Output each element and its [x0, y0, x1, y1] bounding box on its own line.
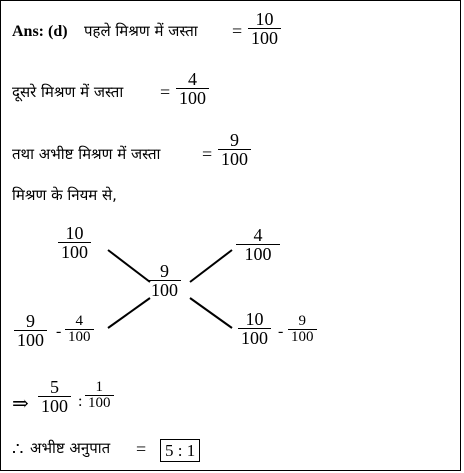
- line3-denominator: 100: [221, 149, 248, 169]
- numerator: 4: [253, 225, 263, 245]
- line1-equals: =: [232, 21, 243, 41]
- denominator: 100: [88, 395, 111, 411]
- diagram-bottom-left-fraction-b: [65, 314, 94, 345]
- minus-sign: -: [278, 323, 284, 340]
- line1-text: पहले मिश्रण में जस्ता: [84, 22, 198, 40]
- diagram-center-fraction: [148, 262, 181, 299]
- denominator: 100: [291, 329, 314, 345]
- line1-numerator: 10: [255, 9, 274, 29]
- denominator: 100: [241, 328, 268, 348]
- line3-equals: =: [202, 144, 213, 164]
- answer-box: 5 : 1: [160, 439, 200, 462]
- line2-text: दूसरे मिश्रण में जस्ता: [12, 83, 124, 101]
- diagram-bottom-right-fraction-a: [238, 310, 271, 347]
- implies-arrow: ⇒: [12, 393, 29, 415]
- numerator: 5: [50, 377, 59, 397]
- denominator: 100: [17, 330, 44, 350]
- answer-label: Ans: (d): [12, 23, 68, 40]
- denominator: 100: [244, 244, 272, 264]
- cross-line-bottom-left: [108, 298, 150, 328]
- denominator: 100: [61, 242, 88, 262]
- line2-equals: =: [160, 82, 171, 102]
- denominator: 100: [41, 396, 68, 416]
- cross-line-top-right: [190, 250, 232, 282]
- numerator: 9: [160, 261, 169, 281]
- numerator: 9: [298, 313, 306, 329]
- ratio-colon: :: [78, 393, 83, 410]
- numerator: 4: [75, 313, 83, 329]
- diagram-bottom-left-fraction-a: [14, 312, 47, 349]
- cross-line-top-left: [108, 250, 150, 282]
- final-equals: =: [136, 439, 147, 459]
- minus-sign: -: [56, 323, 62, 340]
- line1-denominator: 100: [251, 28, 278, 48]
- required-ratio-text: अभीष्ट अनुपात: [30, 439, 111, 457]
- line2-denominator: 100: [179, 88, 206, 108]
- ratio-fraction-b: [85, 380, 114, 411]
- numerator: 1: [95, 379, 103, 395]
- diagram-top-left-fraction: [58, 224, 91, 261]
- numerator: 9: [26, 311, 35, 331]
- line2-numerator: 4: [188, 69, 197, 89]
- line3-numerator: 9: [230, 130, 239, 150]
- ratio-fraction-a: [38, 378, 71, 415]
- line3-text: तथा अभीष्ट मिश्रण में जस्ता: [12, 145, 161, 163]
- numerator: 10: [245, 309, 264, 329]
- diagram-top-right-fraction: [236, 226, 280, 263]
- denominator: 100: [151, 280, 178, 300]
- numerator: 10: [65, 223, 84, 243]
- cross-line-bottom-right: [190, 298, 232, 328]
- therefore-symbol: ∴: [12, 439, 24, 459]
- denominator: 100: [68, 329, 91, 345]
- diagram-bottom-right-fraction-b: [288, 314, 317, 345]
- rule-of-mixture-text: मिश्रण के नियम से,: [12, 186, 117, 204]
